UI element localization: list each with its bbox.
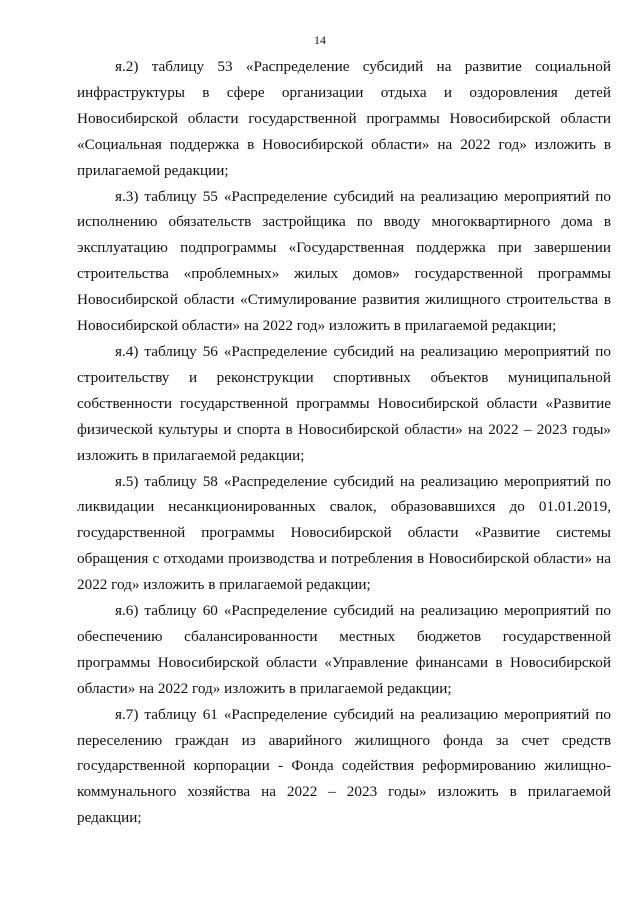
paragraph-ya-7: я.7) таблицу 61 «Распределение субсидий на реализацию мероприятий по переселению граждан из аварийного жилищного фонда за счет средств государственной корпорации - Фонда содействия реформированию жилищно-коммунального хозяйства на 2022 – 2023 годы» изложить в прилагаемой редакции;	[77, 705, 611, 827]
page-number: 14	[314, 33, 326, 47]
paragraph-ya-2: я.2) таблицу 53 «Распределение субсидий на развитие социальной инфраструктуры в сфере организации отдыха и оздоровления детей Новосибирской области государственной программы Новосибирской области «Социальная поддержка в Новосибирской области» на 2022 год» изложить в прилагаемой редакции;	[77, 58, 611, 179]
paragraph-ya-3: я.3) таблицу 55 «Распределение субсидий на реализацию мероприятий по исполнению обязательств застройщика по вводу многоквартирного дома в эксплуатацию подпрограммы «Государственная поддержка при завершении строительства «проблемных» жилых домов» государственной программы Новосибирской области «Стимулирование развития жилищного строительства в Новосибирской области» на 2022 год» изложить в прилагаемой редакции;	[77, 187, 611, 335]
paragraph-ya-4: я.4) таблицу 56 «Распределение субсидий на реализацию мероприятий по строительству и реконструкции спортивных объектов муниципальной собственности государственной программы Новосибирской области «Развитие физической культуры и спорта в Новосибирской области» на 2022 – 2023 годы» изложить в прилагаемой редакции;	[77, 342, 611, 464]
paragraph-ya-5: я.5) таблицу 58 «Распределение субсидий на реализацию мероприятий по ликвидации несанкционированных свалок, образовавшихся до 01.01.2019, государственной программы Новосибирской области «Развитие системы обращения с отходами производства и потребления в Новосибирской области» на 2022 год» изложить в прилагаемой редакции;	[77, 472, 611, 594]
document-body	[77, 54, 611, 831]
paragraph-ya-6: я.6) таблицу 60 «Распределение субсидий на реализацию мероприятий по обеспечению сбалансированности местных бюджетов государственной программы Новосибирской области «Управление финансами в Новосибирской области» на 2022 год» изложить в прилагаемой редакции;	[77, 602, 611, 697]
